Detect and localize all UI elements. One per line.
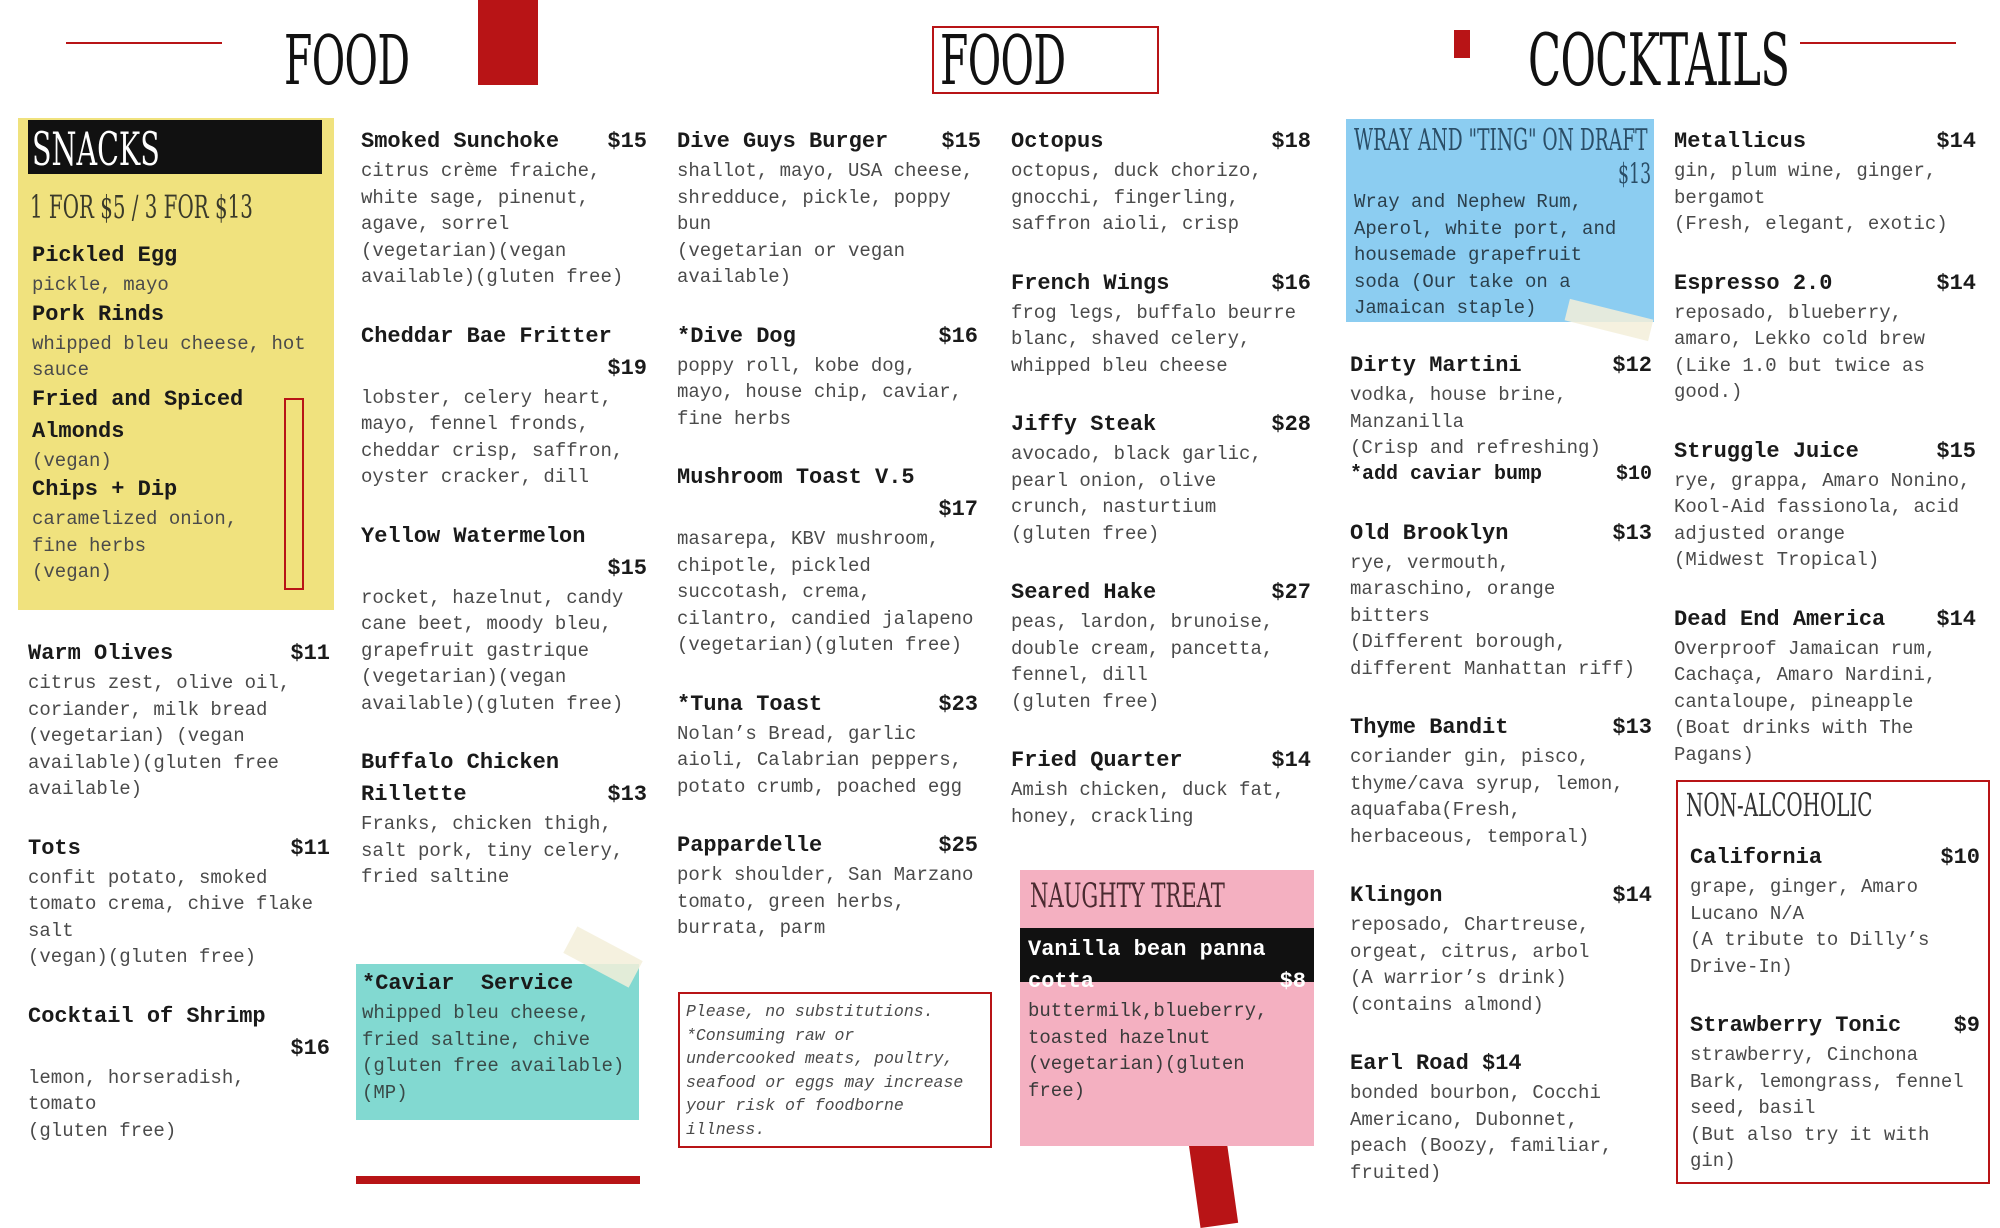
item-name: Dive Guys Burger bbox=[677, 129, 889, 154]
item-desc: poppy roll, kobe dog, mayo, house chip, caviar, fine herbs bbox=[677, 354, 963, 430]
item-name: *Tuna Toast bbox=[677, 691, 823, 717]
item-name: Buffalo Chicken Rillette bbox=[361, 750, 560, 807]
red-square-small bbox=[1454, 30, 1470, 58]
item-price: $18 bbox=[1271, 129, 1311, 154]
menu-item bbox=[677, 830, 981, 942]
item-name: Mushroom Toast V.5 bbox=[677, 465, 915, 490]
item-name: Pappardelle bbox=[677, 833, 823, 858]
item-price: $16 bbox=[290, 1035, 330, 1061]
menu-item bbox=[1674, 126, 1976, 238]
item-name: Dead End America bbox=[1674, 606, 1886, 632]
red-rule-top-right bbox=[1800, 42, 1956, 44]
snack-item bbox=[32, 474, 332, 586]
item-desc: peas, lardon, brunoise, double cream, pancetta, fennel, dill (gluten free) bbox=[1011, 611, 1274, 713]
item-desc: citrus crème fraiche, white sage, pinenut, agave, sorrel (vegetarian)(vegan available)(gluten free) bbox=[361, 160, 624, 288]
menu-col-4 bbox=[1011, 126, 1311, 830]
menu-col-3 bbox=[677, 126, 981, 942]
notice-box bbox=[678, 992, 992, 1148]
menu-item bbox=[361, 321, 647, 491]
item-price: $11 bbox=[290, 641, 330, 666]
item-desc: shallot, mayo, USA cheese, shredduce, pickle, poppy bun (vegetarian or vegan available) bbox=[677, 160, 974, 288]
snack-item bbox=[32, 240, 332, 299]
item-price: $15 bbox=[607, 555, 647, 581]
item-price: $16 bbox=[938, 323, 978, 349]
red-block-top bbox=[478, 0, 538, 85]
menu-item bbox=[1011, 577, 1311, 715]
item-price: $15 bbox=[1936, 438, 1976, 464]
nonalc-list bbox=[1690, 842, 1980, 1175]
item-desc: avocado, black garlic, pearl onion, olive crunch, nasturtium (gluten free) bbox=[1011, 443, 1262, 545]
item-price: $28 bbox=[1271, 412, 1311, 437]
snack-desc: caramelized onion, fine herbs (vegan) bbox=[32, 508, 238, 583]
item-name: Dirty Martini bbox=[1350, 353, 1522, 378]
nonalc-title: NON-ALCOHOLIC bbox=[1686, 786, 1873, 824]
snacks-list bbox=[32, 240, 332, 586]
item-name: Old Brooklyn bbox=[1350, 520, 1509, 546]
snacks-box bbox=[18, 118, 334, 610]
menu-col-2 bbox=[361, 126, 647, 891]
wray-price: $13 bbox=[1618, 157, 1652, 190]
item-price: $25 bbox=[938, 833, 978, 858]
item-name: Tots bbox=[28, 835, 81, 861]
item-desc: Amish chicken, duck fat, honey, crackling bbox=[1011, 779, 1285, 828]
item-name: Thyme Bandit bbox=[1350, 715, 1509, 740]
snack-name: Fried and Spiced Almonds bbox=[32, 386, 244, 444]
item-desc: rye, grappa, Amaro Nonino, Kool-Aid fassionola, acid adjusted orange (Midwest Tropical) bbox=[1674, 469, 1971, 571]
item-price: $9 bbox=[1953, 1013, 1980, 1038]
header-food-center: FOOD bbox=[940, 22, 1066, 101]
item-desc: gin, plum wine, ginger, bergamot (Fresh, elegant, exotic) bbox=[1674, 160, 1948, 235]
menu-item bbox=[1350, 880, 1652, 1018]
item-name: Jiffy Steak bbox=[1011, 412, 1157, 437]
item-name: Seared Hake bbox=[1011, 580, 1157, 605]
item-price: $15 bbox=[607, 129, 647, 154]
item-name: Cocktail of Shrimp bbox=[28, 1003, 266, 1029]
wray-box bbox=[1346, 119, 1654, 322]
menu-item bbox=[1674, 436, 1976, 574]
item-desc: strawberry, Cinchona Bark, lemongrass, fennel seed, basil (But also try it with gin) bbox=[1690, 1044, 1964, 1172]
item-price: $13 bbox=[1612, 715, 1652, 740]
item-price: $14 bbox=[1936, 270, 1976, 296]
item-price: $27 bbox=[1271, 580, 1311, 605]
menu-col-1 bbox=[28, 638, 330, 1144]
item-desc: rye, vermouth, maraschino, orange bitters (Different borough, different Manhattan riff) bbox=[1350, 551, 1636, 680]
red-rule-top-left bbox=[66, 42, 222, 44]
item-desc: frog legs, buffalo beurre blanc, shaved celery, whipped bleu cheese bbox=[1011, 301, 1297, 377]
snack-desc: pickle, mayo bbox=[32, 274, 169, 296]
item-price: $11 bbox=[290, 835, 330, 861]
item-name: French Wings bbox=[1011, 270, 1170, 296]
snack-desc: (vegan) bbox=[32, 449, 112, 472]
menu-item bbox=[361, 521, 647, 718]
menu-item bbox=[677, 126, 981, 291]
item-price: $13 bbox=[607, 782, 647, 807]
item-price: $14 bbox=[1936, 129, 1976, 154]
item-name: *Dive Dog bbox=[677, 323, 796, 349]
item-price: $23 bbox=[938, 691, 978, 717]
menu-item bbox=[1690, 842, 1980, 980]
item-price: $12 bbox=[1612, 353, 1652, 378]
item-price: $16 bbox=[1271, 270, 1311, 296]
snack-item bbox=[32, 299, 332, 384]
menu-item bbox=[1690, 1010, 1980, 1175]
notice-text: Please, no substitutions. *Consuming raw or undercooked meats, poultry, seafood or eggs may increase your risk of foodborne illness. bbox=[686, 1002, 964, 1139]
item-desc: confit potato, smoked tomato crema, chive flake salt (vegan)(gluten free) bbox=[28, 866, 314, 968]
item-name: Espresso 2.0 bbox=[1674, 270, 1833, 296]
item-price: $13 bbox=[1612, 520, 1652, 546]
red-bar-bottom bbox=[356, 1176, 640, 1184]
item-name: Fried Quarter bbox=[1011, 748, 1183, 773]
menu-item bbox=[28, 1001, 330, 1145]
menu-col-5 bbox=[1350, 350, 1652, 1186]
item-desc: lemon, horseradish, tomato (gluten free) bbox=[28, 1066, 245, 1142]
item-name: Strawberry Tonic bbox=[1690, 1013, 1902, 1038]
item-desc: bonded bourbon, Cocchi Americano, Dubonnet, peach (Boozy, familiar, fruited) bbox=[1350, 1082, 1613, 1184]
menu-item bbox=[1011, 268, 1311, 380]
header-food-left: FOOD bbox=[284, 22, 410, 101]
menu-item bbox=[1011, 745, 1311, 830]
menu-item bbox=[677, 689, 981, 801]
item-desc: reposado, blueberry, amaro, Lekko cold brew (Like 1.0 but twice as good.) bbox=[1674, 301, 1925, 403]
caviar-content bbox=[362, 968, 638, 1106]
menu-item bbox=[677, 462, 981, 659]
naughty-name: Vanilla bean panna cotta bbox=[1028, 937, 1266, 994]
item-desc: Overproof Jamaican rum, Cachaça, Amaro Nardini, cantaloupe, pineapple (Boat drinks with The Pagans) bbox=[1674, 637, 1937, 766]
menu-item bbox=[1011, 126, 1311, 238]
menu-item bbox=[677, 321, 981, 433]
item-name: Struggle Juice bbox=[1674, 438, 1859, 464]
item-price: $14 bbox=[1271, 748, 1311, 773]
item-name: California bbox=[1690, 845, 1823, 870]
caviar-desc: whipped bleu cheese, fried saltine, chive (gluten free available) (MP) bbox=[362, 1002, 625, 1104]
naughty-title: NAUGHTY TREAT bbox=[1030, 876, 1225, 916]
item-desc: lobster, celery heart, mayo, fennel fronds, cheddar crisp, saffron, oyster cracker, dill bbox=[361, 386, 624, 488]
snacks-title: SNACKS bbox=[32, 122, 160, 176]
menu-item bbox=[1674, 604, 1976, 769]
menu-item bbox=[1011, 409, 1311, 547]
caviar-box bbox=[356, 964, 639, 1120]
item-name: Warm Olives bbox=[28, 641, 174, 666]
snack-name: Chips + Dip bbox=[32, 477, 178, 502]
item-name: Smoked Sunchoke bbox=[361, 129, 560, 154]
naughty-box bbox=[1020, 870, 1314, 1146]
item-desc: coriander gin, pisco, thyme/cava syrup, lemon, aquafaba(Fresh, herbaceous, temporal) bbox=[1350, 746, 1624, 848]
item-name: Octopus bbox=[1011, 129, 1104, 154]
item-price: $10 bbox=[1940, 845, 1980, 870]
naughty-price: $8 bbox=[1279, 969, 1306, 994]
snacks-deal: 1 FOR $5 / 3 FOR $13 bbox=[30, 188, 253, 226]
item-name: Yellow Watermelon bbox=[361, 523, 586, 549]
item-name: Metallicus bbox=[1674, 129, 1807, 154]
item-price: $17 bbox=[938, 497, 978, 522]
snack-desc: whipped bleu cheese, hot sauce bbox=[32, 332, 306, 381]
menu-item bbox=[28, 833, 330, 971]
menu-item bbox=[1350, 1048, 1652, 1186]
item-desc: vodka, house brine, Manzanilla (Crisp and refreshing) bbox=[1350, 384, 1601, 459]
naughty-item bbox=[1028, 934, 1306, 1104]
wray-title: WRAY AND "TING" ON DRAFT bbox=[1354, 123, 1648, 158]
header-cocktails: COCKTAILS bbox=[1528, 18, 1790, 102]
menu-item bbox=[1350, 518, 1652, 683]
snack-name: Pork Rinds bbox=[32, 301, 165, 327]
item-desc: pork shoulder, San Marzano tomato, green herbs, burrata, parm bbox=[677, 864, 974, 939]
snack-item bbox=[32, 384, 332, 475]
item-desc: Franks, chicken thigh, salt pork, tiny celery, fried saltine bbox=[361, 813, 624, 888]
menu-col-6 bbox=[1674, 126, 1976, 768]
item-name: Earl Road $14 bbox=[1350, 1051, 1522, 1076]
caviar-name: *Caviar Service bbox=[362, 971, 574, 996]
item-desc: octopus, duck chorizo, gnocchi, fingerling, saffron aioli, crisp bbox=[1011, 160, 1262, 235]
menu-item bbox=[1350, 350, 1652, 488]
item-price: $14 bbox=[1936, 606, 1976, 632]
addon-name: *add caviar bump bbox=[1350, 462, 1543, 486]
nonalc-box bbox=[1676, 780, 1990, 1184]
naughty-desc: buttermilk,blueberry, toasted hazelnut (vegetarian)(gluten free) bbox=[1028, 1000, 1268, 1102]
item-name: Cheddar Bae Fritter bbox=[361, 323, 612, 349]
menu-item bbox=[1674, 268, 1976, 406]
item-desc: citrus zest, olive oil, coriander, milk bread (vegetarian) (vegan available)(gluten free available) bbox=[28, 672, 291, 800]
snack-name: Pickled Egg bbox=[32, 243, 178, 268]
item-price: $19 bbox=[607, 355, 647, 381]
item-desc: rocket, hazelnut, candy cane beet, moody bleu, grapefruit gastrique (vegetarian)(vegan available)(gluten free) bbox=[361, 586, 624, 715]
menu-item bbox=[28, 638, 330, 803]
item-desc: grape, ginger, Amaro Lucano N/A (A tribute to Dilly’s Drive-In) bbox=[1690, 876, 1930, 978]
item-price: $15 bbox=[941, 129, 981, 154]
wray-desc: Wray and Nephew Rum, Aperol, white port, and housemade grapefruit soda (Our take on a Jamaican staple) bbox=[1354, 191, 1617, 319]
item-price: $14 bbox=[1612, 883, 1652, 908]
menu-item bbox=[361, 747, 647, 891]
item-desc: Nolan’s Bread, garlic aioli, Calabrian peppers, potato crumb, poached egg bbox=[677, 722, 963, 798]
addon-price: $10 bbox=[1615, 462, 1652, 486]
menu-item bbox=[1350, 712, 1652, 850]
item-desc: masarepa, KBV mushroom, chipotle, pickled succotash, crema, cilantro, candied jalapeno (vegetarian)(gluten free) bbox=[677, 528, 974, 656]
snacks-title-bar bbox=[28, 120, 322, 174]
item-desc: reposado, Chartreuse, orgeat, citrus, arbol (A warrior’s drink) (contains almond) bbox=[1350, 914, 1590, 1016]
menu-item bbox=[361, 126, 647, 291]
item-name: Klingon bbox=[1350, 883, 1443, 908]
